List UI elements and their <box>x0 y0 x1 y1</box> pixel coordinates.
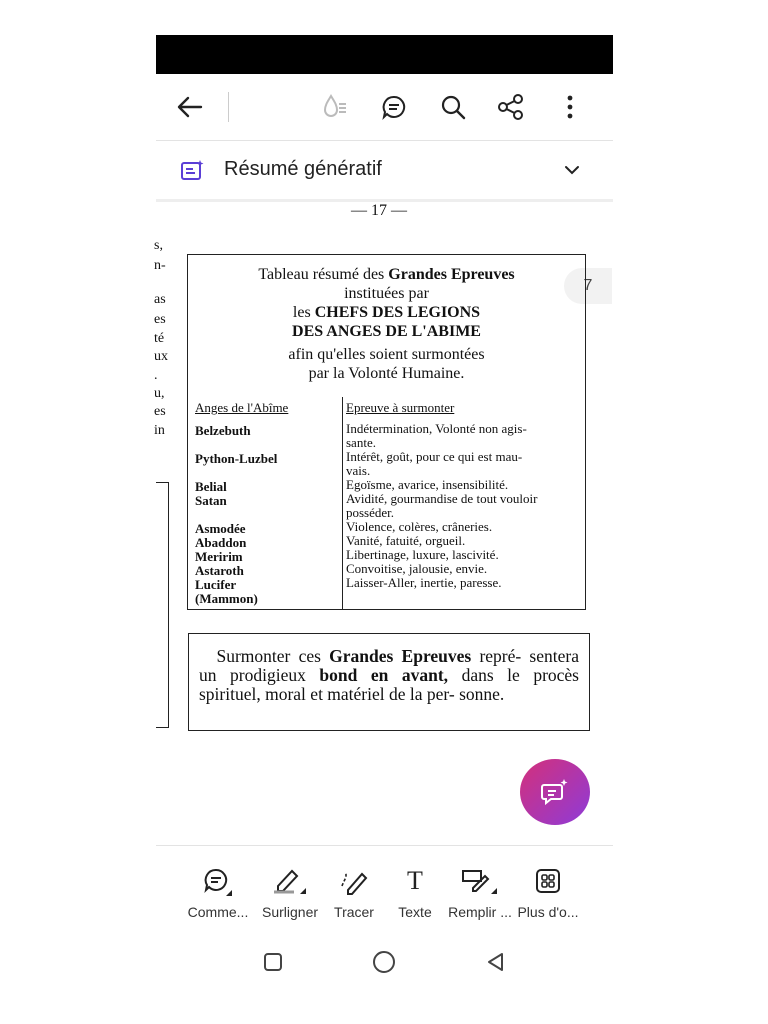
left-text-fragment: . <box>154 368 158 383</box>
tool-label: Tracer <box>334 904 374 920</box>
ai-chat-icon <box>540 778 570 806</box>
ordeals-table <box>187 254 586 610</box>
angel-name: Asmodée <box>195 521 246 536</box>
left-text-fragment: es <box>154 312 166 327</box>
search-icon[interactable] <box>437 91 469 123</box>
left-text-fragment: as <box>154 292 166 307</box>
table-title-line: instituées par <box>344 285 429 302</box>
angel-name: Belzebuth <box>195 423 251 438</box>
comment-icon <box>180 864 256 898</box>
app-screen <box>156 0 613 1024</box>
tool-label: Comme... <box>187 904 249 920</box>
tool-label: Remplir ... <box>448 904 512 920</box>
ordeal-text: sante. <box>346 435 376 450</box>
page-number: — 17 — <box>351 202 407 219</box>
angel-name: Satan <box>195 493 227 508</box>
ordeal-text: Convoitise, jalousie, envie. <box>346 561 488 576</box>
angel-name: Python-Luzbel <box>195 451 278 466</box>
comment-icon[interactable] <box>378 91 410 123</box>
callout-box <box>188 633 590 731</box>
left-text-fragment: es <box>154 404 166 419</box>
recent-apps-icon[interactable] <box>259 948 287 976</box>
page-badge[interactable]: 7 <box>564 268 612 304</box>
left-text-fragment: té <box>154 331 165 346</box>
tool-comment[interactable] <box>180 864 256 920</box>
ordeal-text: Laisser-Aller, inertie, paresse. <box>346 575 502 590</box>
ordeal-text: Egoïsme, avarice, insensibilité. <box>346 477 509 492</box>
ordeal-text: Intérêt, goût, pour ce qui est mau- <box>346 449 523 464</box>
top-toolbar <box>156 74 613 141</box>
ordeal-text: Vanité, fatuité, orgueil. <box>346 533 466 548</box>
generative-summary-bar[interactable] <box>156 141 613 202</box>
angel-name: Meririm <box>195 549 243 564</box>
summary-title: Résumé génératif <box>224 158 382 180</box>
bottom-toolbar <box>156 845 613 928</box>
angel-name: Abaddon <box>195 535 247 550</box>
left-text-fragment: in <box>154 423 165 438</box>
left-text-fragment: ux <box>154 349 168 364</box>
tool-label: Texte <box>398 904 432 920</box>
tool-label: Surligner <box>261 904 319 920</box>
toolbar-divider <box>228 92 229 122</box>
chevron-down-icon[interactable] <box>564 163 580 181</box>
document-page[interactable] <box>156 202 613 842</box>
tool-label: Plus d'o... <box>517 904 579 920</box>
tool-fill-sign[interactable] <box>442 864 518 920</box>
system-nav-bar <box>156 940 613 982</box>
ordeal-text: posséder. <box>346 505 395 520</box>
callout-text: Surmonter ces Grandes Epreuves repré- sentera un prodigieux bond en avant, dans le procès spirituel, moral et matériel de la per- sonne. <box>199 646 579 704</box>
table-title-line: DES ANGES DE L'ABIME <box>292 323 481 340</box>
table-title-line: par la Volonté Humaine. <box>308 365 465 382</box>
share-icon[interactable] <box>495 91 527 123</box>
left-text-fragment: u, <box>154 386 165 401</box>
column-header-angels: Anges de l'Abîme <box>195 400 289 415</box>
liquid-mode-icon[interactable] <box>319 91 351 123</box>
column-header-ordeals: Epreuve à surmonter <box>346 400 455 415</box>
angel-name: Astaroth <box>195 563 244 578</box>
status-bar <box>156 35 613 74</box>
ordeal-text: vais. <box>346 463 371 478</box>
ordeal-text: Libertinage, luxure, lascivité. <box>346 547 499 562</box>
table-title: Tableau résumé des Grandes Epreuves <box>258 266 515 283</box>
home-icon[interactable] <box>370 948 398 976</box>
ordeal-text: Avidité, gourmandise de tout vouloir <box>346 491 538 506</box>
more-tools-icon <box>510 864 586 898</box>
left-text-fragment: s, <box>154 238 163 253</box>
ordeal-text: Indétermination, Volonté non agis- <box>346 421 527 436</box>
text-icon: T <box>407 866 423 895</box>
back-arrow-icon[interactable] <box>174 91 206 123</box>
angel-name: Lucifer <box>195 577 237 592</box>
angel-name: Belial <box>195 479 227 494</box>
table-title-line: les CHEFS DES LEGIONS <box>292 304 481 321</box>
margin-bracket <box>156 482 169 728</box>
ai-summary-icon <box>180 158 206 187</box>
ai-assistant-button[interactable] <box>520 759 590 825</box>
angel-name: (Mammon) <box>195 591 258 606</box>
system-back-icon[interactable] <box>481 948 509 976</box>
fill-sign-icon <box>442 864 518 898</box>
table-column-divider <box>342 397 343 609</box>
table-title-line: afin qu'elles soient surmontées <box>288 346 485 363</box>
left-text-fragment: n- <box>154 258 166 273</box>
more-icon[interactable] <box>554 91 586 123</box>
ordeal-text: Violence, colères, crâneries. <box>346 519 493 534</box>
tool-more[interactable] <box>510 864 586 920</box>
